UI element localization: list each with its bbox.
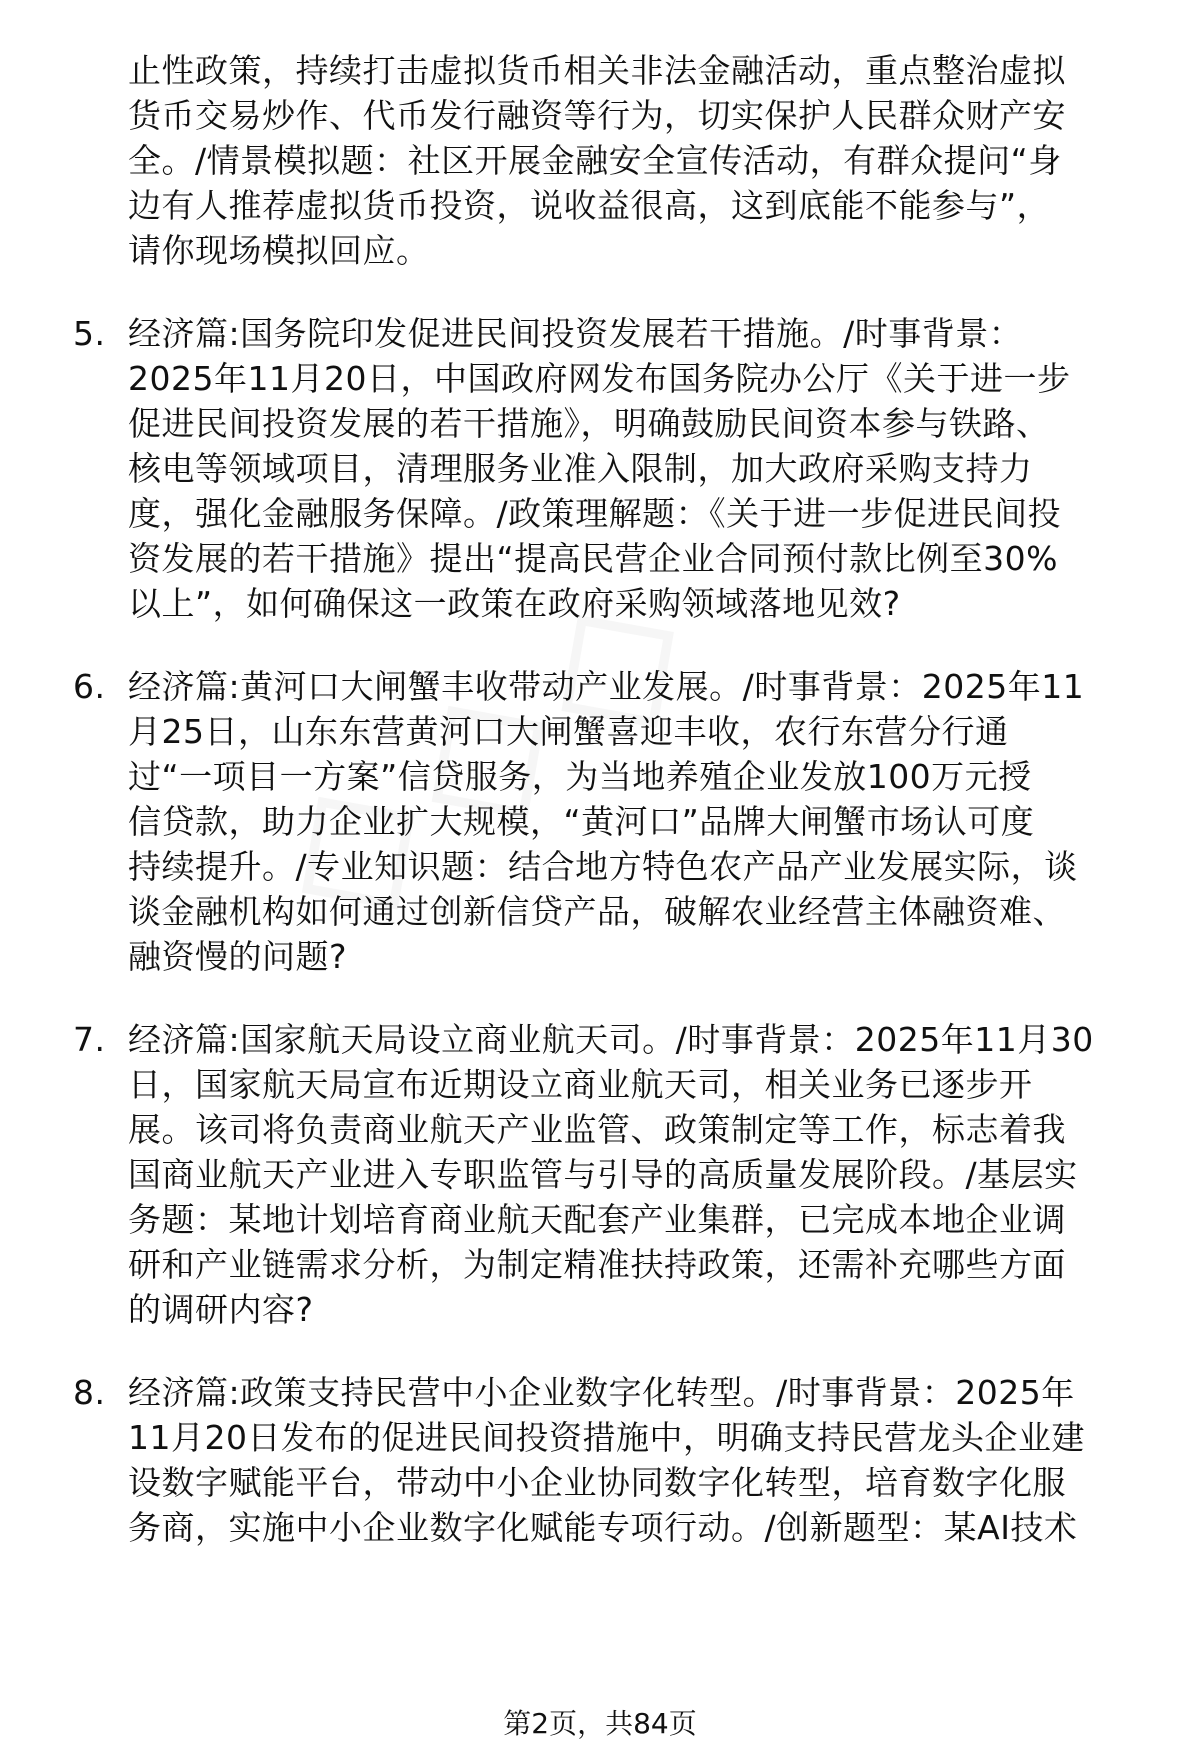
continued-paragraph: 止性政策，持续打击虚拟货币相关非法金融活动，重点整治虚拟 货币交易炒作、代币发行融资等行为，切实保护人民群众财产安 全。/情景模拟题：社区开展金融安全宣传活动，有群众提问“身 边有人推荐虚拟货币投资，说收益很高，这到底能不能参与”， 请你现场模拟回应。 bbox=[128, 51, 1066, 270]
item-text: 经济篇:国务院印发促进民间投资发展若干措施。/时事背景： 2025年11月20日，中国政府网发布国务院办公厅《关于进一步 促进民间投资发展的若干措施》，明确鼓励民间资本参与铁路、 核电等领域项目，清理服务业准入限制，加大政府采购支持力 度，强化金融服务保障。/政策理解题：《关于进一步促进民间投 资发展的若干措施》提出“提高民营企业合同预付款比例至30% 以上”，如何确保这一政策在政府采购领域落地见效? bbox=[128, 314, 1071, 623]
item-number: 6. bbox=[73, 667, 106, 706]
list-item bbox=[0, 311, 1200, 626]
list-item bbox=[0, 1370, 1200, 1550]
item-number: 5. bbox=[73, 314, 106, 353]
item-text: 经济篇:国家航天局设立商业航天司。/时事背景：2025年11月30 日，国家航天局宣布近期设立商业航天司，相关业务已逐步开 展。该司将负责商业航天产业监管、政策制定等工作，标志着我 国商业航天产业进入专职监管与引导的高质量发展阶段。/基层实 务题：某地计划培育商业航天配套产业集群，已完成本地企业调 研和产业链需求分析，为制定精准扶持政策，还需补充哪些方面 的调研内容? bbox=[128, 1020, 1094, 1329]
item-text: 经济篇:黄河口大闸蟹丰收带动产业发展。/时事背景：2025年11 月25日，山东东营黄河口大闸蟹喜迎丰收，农行东营分行通 过“一项目一方案”信贷服务，为当地养殖企业发放100万元授 信贷款，助力企业扩大规模，“黄河口”品牌大闸蟹市场认可度 持续提升。/专业知识题：结合地方特色农产品产业发展实际，谈 谈金融机构如何通过创新信贷产品，破解农业经营主体融资难、 融资慢的问题? bbox=[128, 667, 1085, 976]
item-text: 经济篇:政策支持民营中小企业数字化转型。/时事背景：2025年 11月20日发布的促进民间投资措施中，明确支持民营龙头企业建 设数字赋能平台，带动中小企业协同数字化转型，培育数字化服 务商，实施中小企业数字化赋能专项行动。/创新题型：某AI技术 bbox=[128, 1373, 1085, 1547]
list-item bbox=[0, 1017, 1200, 1332]
page-content bbox=[0, 48, 1200, 1550]
page-number: 第2页，共84页 bbox=[503, 1707, 697, 1740]
item-number: 7. bbox=[73, 1020, 106, 1059]
item-number: 8. bbox=[73, 1373, 106, 1412]
list-item bbox=[0, 664, 1200, 979]
